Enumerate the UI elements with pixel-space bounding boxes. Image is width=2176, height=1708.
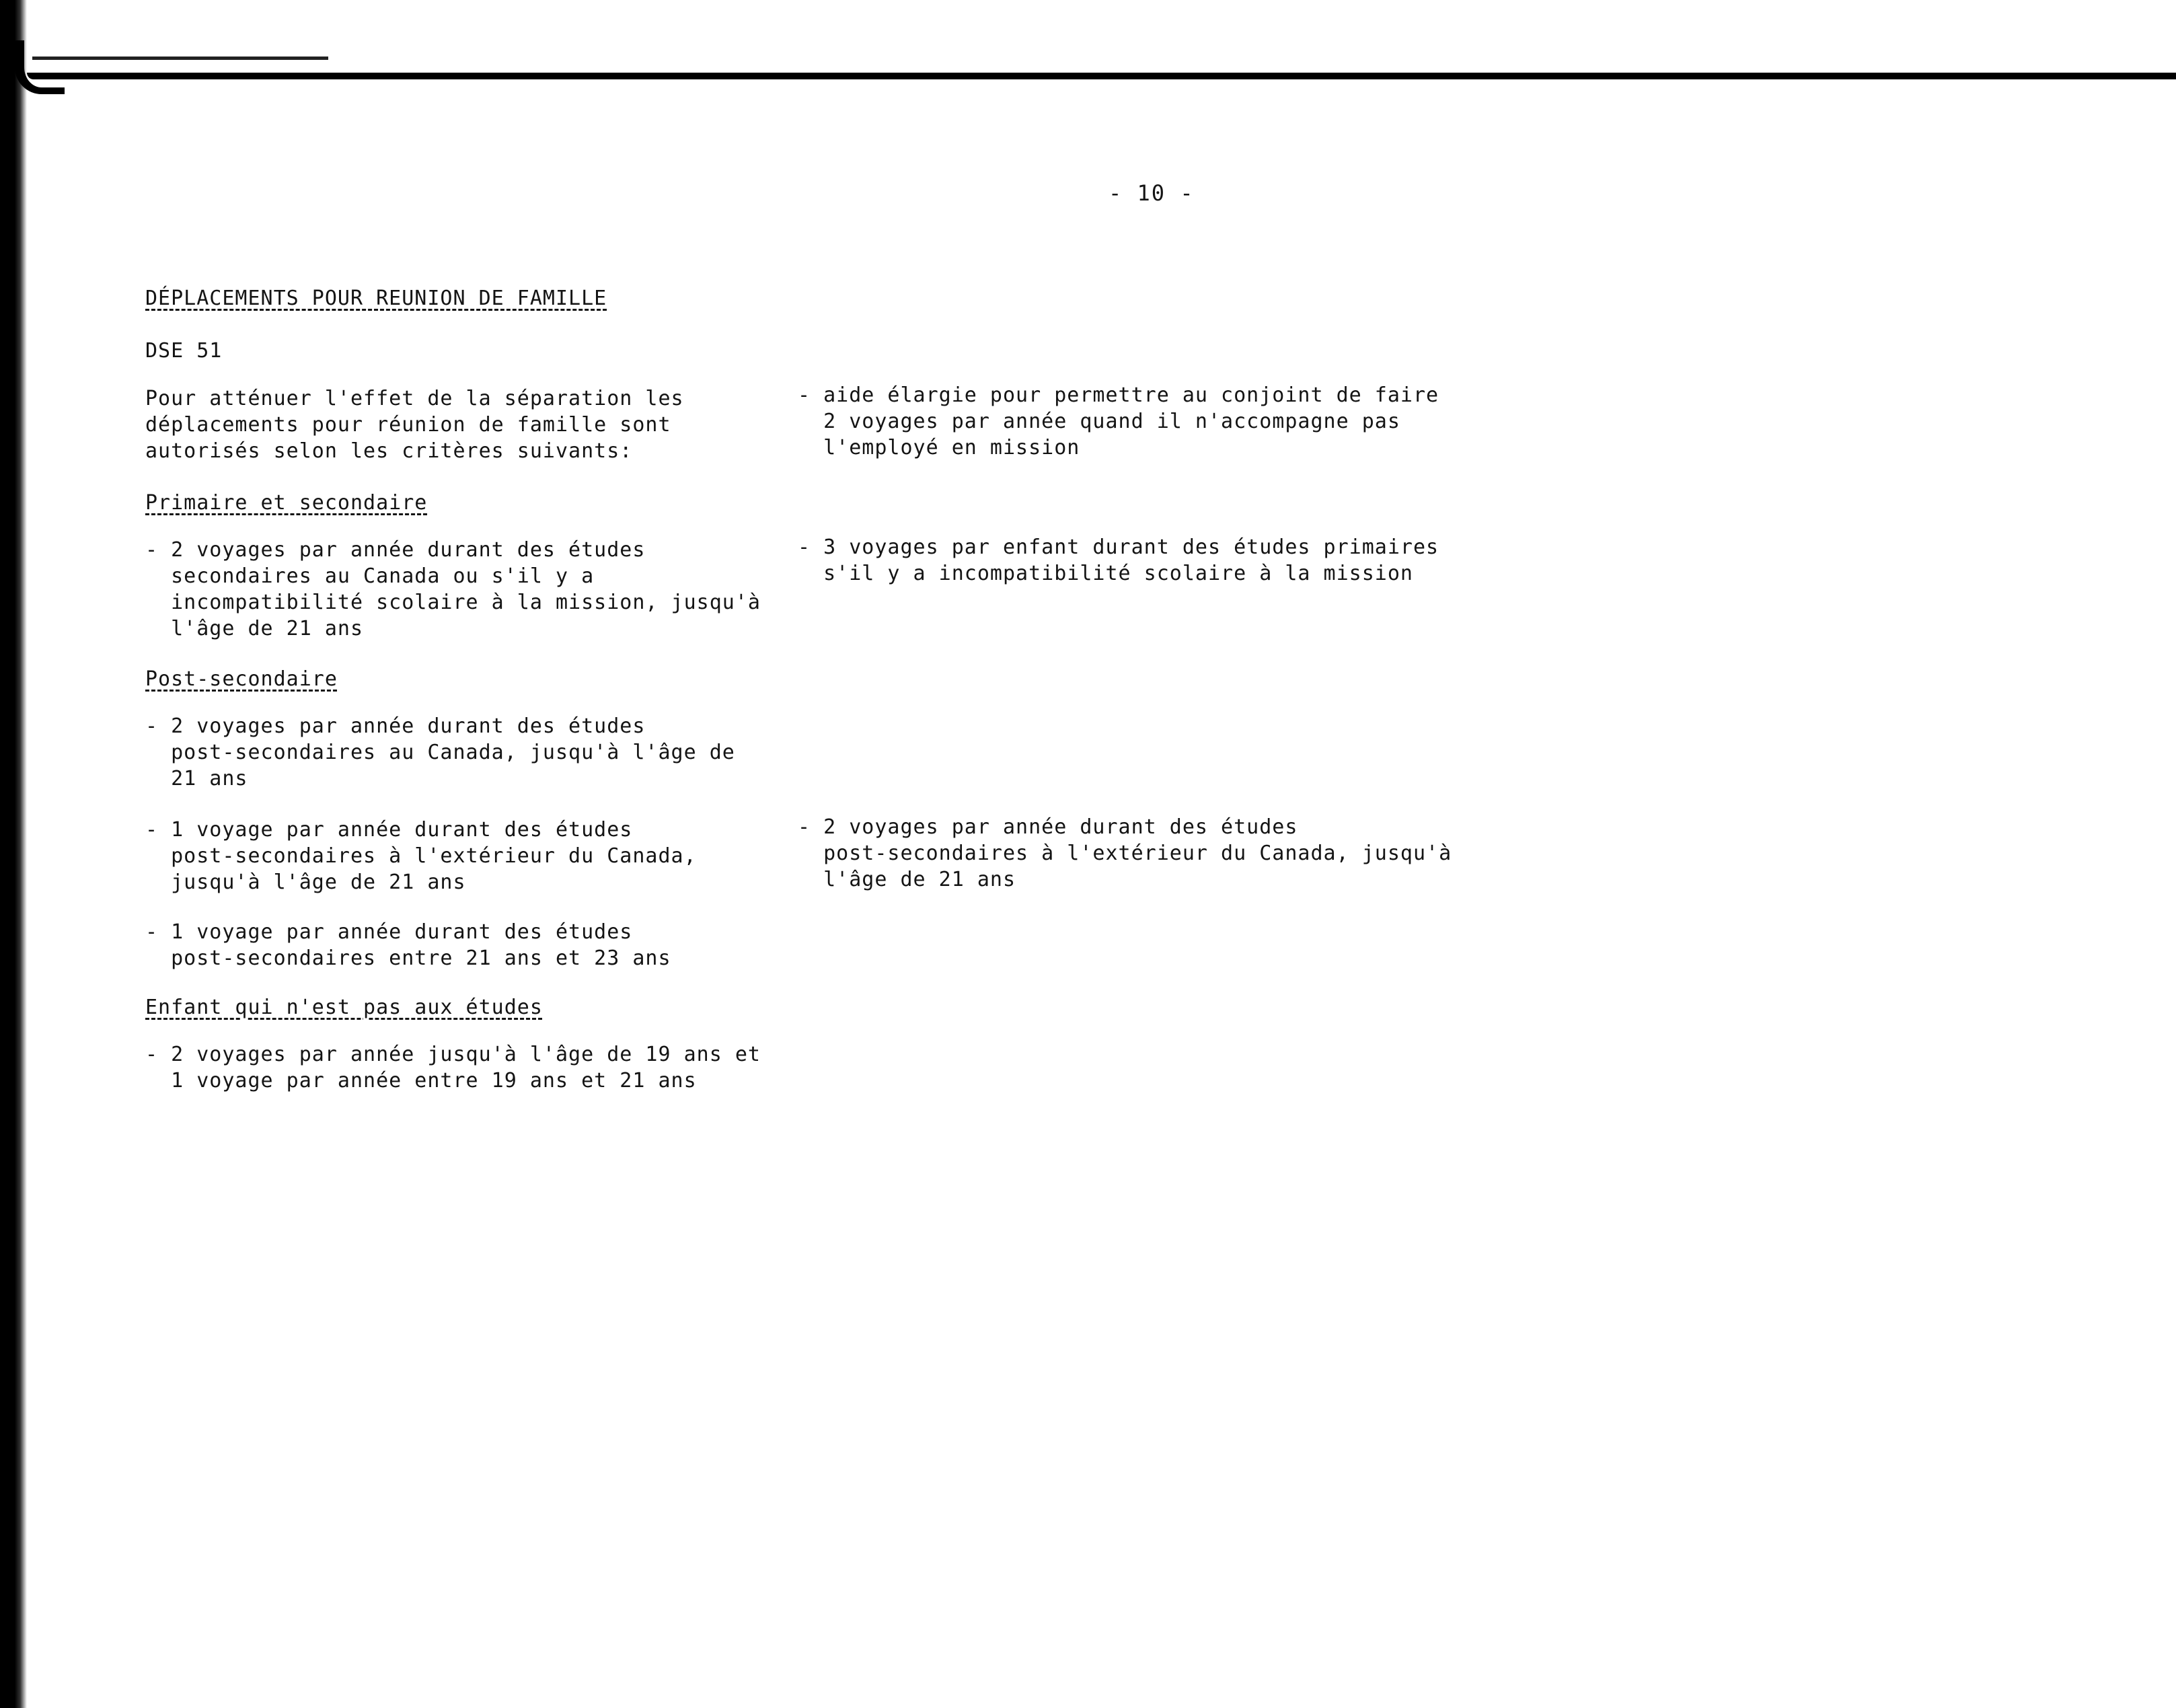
page-number: - 10 - <box>1109 180 1195 206</box>
scan-corner <box>15 40 65 94</box>
scan-edge-left <box>0 0 27 1708</box>
document-code: DSE 51 <box>145 339 223 363</box>
scan-edge-top <box>27 73 2176 79</box>
post-left-item-3: - 1 voyage par année durant des études post-secondaires entre 21 ans et 23 ans <box>145 920 671 970</box>
post-right-item: - 2 voyages par année durant des études post-secondaires à l'extérieur du Canada, jusqu'à l'âge de 21 ans <box>798 815 1452 891</box>
intro-paragraph: Pour atténuer l'effet de la séparation les déplacements pour réunion de famille sont autorisés selon les critères suivants: <box>145 387 684 463</box>
post-left-item-1: - 2 voyages par année durant des études post-secondaires au Canada, jusqu'à l'âge de 21 ans <box>145 714 735 790</box>
post-left-item-2: - 1 voyage par année durant des études post-secondaires à l'extérieur du Canada, jusqu'à l'âge de 21 ans <box>145 818 697 894</box>
section-enfant-heading: Enfant qui n'est pas aux études <box>145 996 543 1019</box>
scan-edge-top-thin <box>32 57 328 60</box>
document-title: DÉPLACEMENTS POUR REUNION DE FAMILLE <box>145 287 607 310</box>
primaire-right-item: - 3 voyages par enfant durant des études primaires s'il y a incompatibilité scolaire à la mission <box>798 535 1439 585</box>
enfant-left-item: - 2 voyages par année jusqu'à l'âge de 19 ans et 1 voyage par année entre 19 ans et 21 ans <box>145 1043 761 1092</box>
section-post-heading: Post-secondaire <box>145 667 338 691</box>
section-primaire-heading: Primaire et secondaire <box>145 491 428 515</box>
primaire-left-item: - 2 voyages par année durant des études secondaires au Canada ou s'il y a incompatibilité scolaire à la mission, jusqu'à l'âge de 21 ans <box>145 538 761 640</box>
intro-right-item: - aide élargie pour permettre au conjoint de faire 2 voyages par année quand il n'accompagne pas l'employé en mission <box>798 383 1439 459</box>
